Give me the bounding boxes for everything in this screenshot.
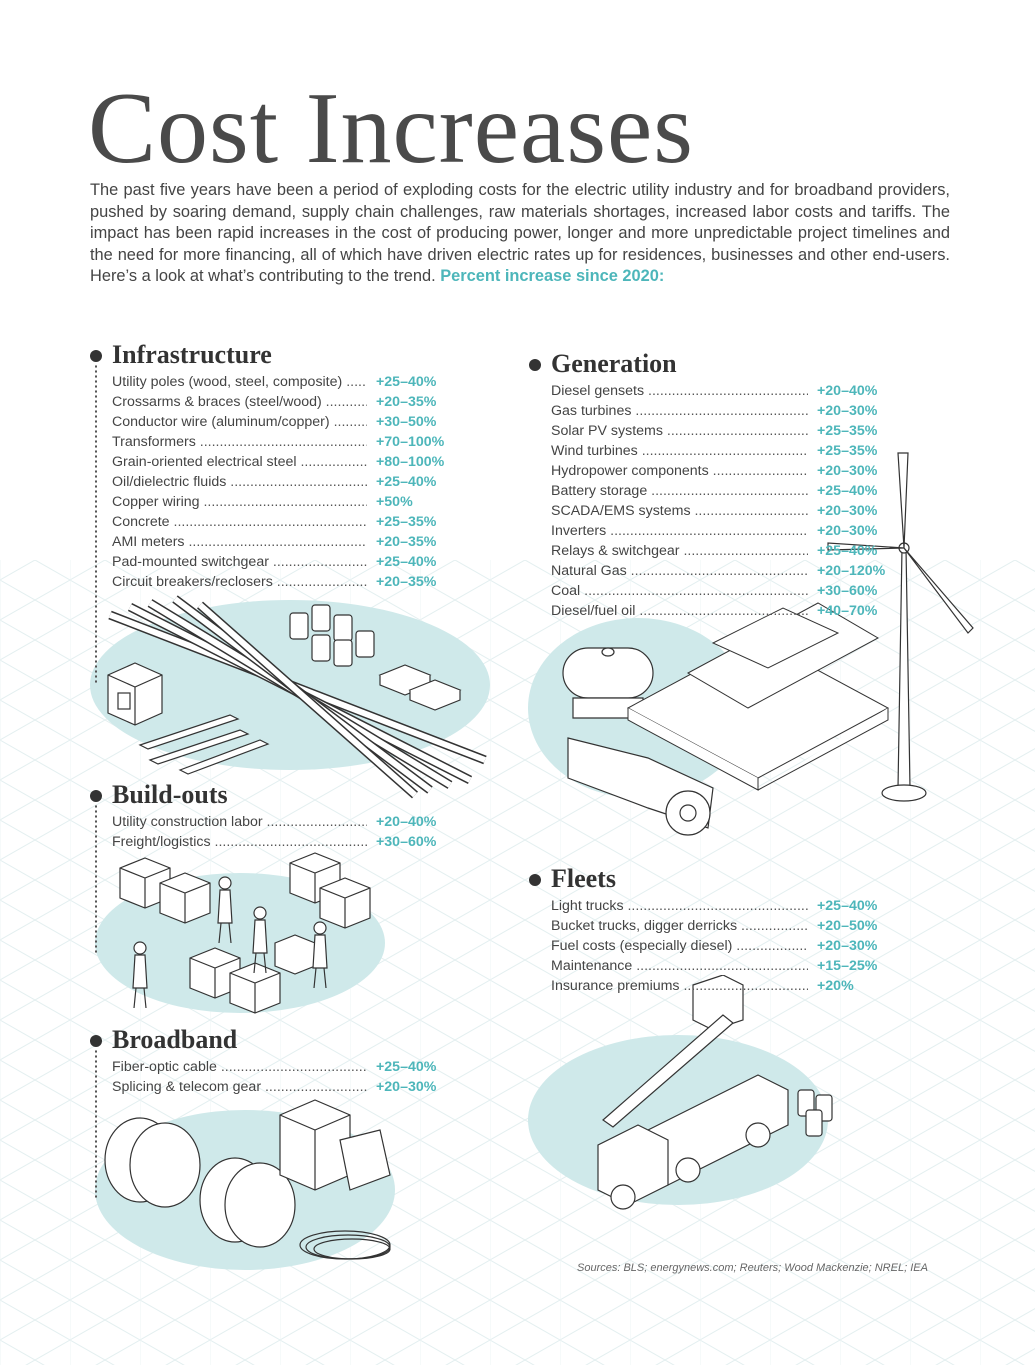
item-percent: +40–70% [817, 603, 878, 619]
item-percent: +15–25% [817, 958, 878, 974]
list-item [112, 832, 470, 852]
buildouts-section [90, 782, 470, 852]
list-item [551, 976, 909, 996]
item-percent: +20–35% [376, 574, 437, 590]
list-item [112, 812, 470, 832]
transformer-box-icon [108, 663, 162, 725]
item-percent: +25–35% [376, 514, 437, 530]
list-item [551, 481, 909, 501]
list-item [551, 896, 909, 916]
sources-note: Sources: BLS; energynews.com; Reuters; Wood Mackenzie; NREL; IEA [577, 1262, 928, 1274]
bullet-dot [90, 1035, 102, 1047]
item-percent: +20–30% [817, 523, 878, 539]
bullet-dot [529, 359, 541, 371]
item-label: Grain-oriented electrical steel ..... [112, 452, 367, 472]
item-label: Copper wiring ..... [112, 492, 367, 512]
section-title-infrastructure: Infrastructure [112, 340, 272, 369]
buildouts-illustration [90, 848, 390, 1023]
item-label: Inverters ..... [551, 521, 808, 541]
item-percent: +20–30% [817, 938, 878, 954]
buildouts-list [112, 812, 470, 852]
item-label: Crossarms & braces (steel/wood) ..... [112, 392, 367, 412]
list-item [112, 1077, 470, 1097]
item-label: Diesel gensets ..... [551, 381, 808, 401]
broadband-list [112, 1057, 470, 1097]
list-item [112, 472, 470, 492]
broadband-illustration [90, 1095, 410, 1280]
item-percent: +25–40% [376, 554, 437, 570]
item-percent: +50% [376, 494, 413, 510]
item-label: Concrete ..... [112, 512, 367, 532]
fleets-illustration [528, 975, 848, 1210]
section-title-buildouts: Build-outs [112, 780, 228, 809]
bullet-dot [529, 874, 541, 886]
item-label: Transformers ..... [112, 432, 367, 452]
item-percent: +20–30% [817, 463, 878, 479]
generation-section [529, 351, 909, 621]
item-label: Circuit breakers/reclosers ..... [112, 572, 367, 592]
item-label: Utility poles (wood, steel, composite) ..... [112, 372, 367, 392]
item-percent: +30–60% [376, 834, 437, 850]
item-label: Splicing & telecom gear ..... [112, 1077, 367, 1097]
item-percent: +20–30% [376, 1079, 437, 1095]
item-percent: +20–120% [817, 563, 886, 579]
item-label: Diesel/fuel oil ..... [551, 601, 808, 621]
fleets-section [529, 866, 909, 996]
item-percent: +25–35% [817, 443, 878, 459]
item-label: Conductor wire (aluminum/copper) ..... [112, 412, 367, 432]
item-label: Oil/dielectric fluids ..... [112, 472, 367, 492]
list-item [551, 461, 909, 481]
item-percent: +20% [817, 978, 854, 994]
list-item [551, 936, 909, 956]
list-item [112, 492, 470, 512]
item-percent: +30–50% [376, 414, 437, 430]
intro-text: The past five years have been a period of exploding costs for the electric utility industry and for broadband providers, pushed by soaring demand, supply chain challenges, raw materials shortages, increased labor costs and tariffs. The impact has been rapid increases in the cost of producing power, longer and more unpredictable project timelines and the need for more financing, all of which have driven electric rates up for residences, businesses and other end-users. Here’s a look at what’s contributing to the trend. [90, 181, 950, 286]
item-percent: +20–35% [376, 394, 437, 410]
list-item [551, 956, 909, 976]
section-title-broadband: Broadband [112, 1025, 238, 1054]
list-item [112, 552, 470, 572]
bullet-dot [90, 350, 102, 362]
list-item [551, 916, 909, 936]
dotted-line [95, 1049, 97, 1199]
item-percent: +20–30% [817, 503, 878, 519]
intro-paragraph [90, 180, 950, 288]
item-percent: +20–40% [376, 814, 437, 830]
list-item [112, 432, 470, 452]
item-label: Light trucks ..... [551, 896, 808, 916]
section-title-fleets: Fleets [551, 864, 616, 893]
item-label: Natural Gas ..... [551, 561, 808, 581]
item-percent: +20–35% [376, 534, 437, 550]
list-item [551, 521, 909, 541]
list-item [551, 401, 909, 421]
section-title-generation: Generation [551, 349, 677, 378]
dotted-line [95, 804, 97, 954]
item-label: Maintenance ..... [551, 956, 808, 976]
generation-list [551, 381, 909, 621]
item-label: SCADA/EMS systems ..... [551, 501, 808, 521]
item-label: Solar PV systems ..... [551, 421, 808, 441]
list-item [551, 561, 909, 581]
item-percent: +25–40% [817, 483, 878, 499]
list-item [112, 532, 470, 552]
item-percent: +30–60% [817, 583, 878, 599]
list-item [112, 392, 470, 412]
list-item [112, 512, 470, 532]
equipment-box-icon [280, 1100, 390, 1190]
item-percent: +25–40% [817, 898, 878, 914]
infrastructure-section [90, 342, 470, 592]
item-percent: +20–30% [817, 403, 878, 419]
item-label: Bucket trucks, digger derricks ..... [551, 916, 808, 936]
item-label: Pad-mounted switchgear ..... [112, 552, 367, 572]
infrastructure-list [112, 372, 470, 592]
item-percent: +25–40% [376, 374, 437, 390]
item-percent: +20–50% [817, 918, 878, 934]
page-title: Cost Increases [88, 72, 694, 185]
list-item [551, 381, 909, 401]
item-label: Wind turbines ..... [551, 441, 808, 461]
item-label: Fiber-optic cable ..... [112, 1057, 367, 1077]
item-percent: +25–40% [817, 543, 878, 559]
item-label: Fuel costs (especially diesel) ..... [551, 936, 808, 956]
infrastructure-illustration [90, 595, 510, 805]
item-label: AMI meters ..... [112, 532, 367, 552]
list-item [551, 501, 909, 521]
item-percent: +25–40% [376, 1059, 437, 1075]
bullet-dot [90, 790, 102, 802]
item-label: Relays & switchgear ..... [551, 541, 808, 561]
list-item [551, 601, 909, 621]
dotted-line [95, 364, 97, 684]
list-item [112, 412, 470, 432]
item-percent: +25–40% [376, 474, 437, 490]
item-label: Coal ..... [551, 581, 808, 601]
list-item [551, 541, 909, 561]
intro-lead: Percent increase since 2020: [440, 267, 665, 286]
item-label: Hydropower components ..... [551, 461, 808, 481]
list-item [551, 581, 909, 601]
list-item [112, 372, 470, 392]
list-item [112, 1057, 470, 1077]
fleets-list [551, 896, 909, 996]
list-item [551, 441, 909, 461]
broadband-section [90, 1027, 470, 1097]
list-item [112, 452, 470, 472]
item-percent: +70–100% [376, 434, 445, 450]
list-item [112, 572, 470, 592]
item-label: Utility construction labor ..... [112, 812, 367, 832]
item-percent: +20–40% [817, 383, 878, 399]
item-label: Insurance premiums ..... [551, 976, 808, 996]
item-label: Freight/logistics ..... [112, 832, 367, 852]
list-item [551, 421, 909, 441]
item-percent: +80–100% [376, 454, 445, 470]
item-label: Battery storage ..... [551, 481, 808, 501]
item-label: Gas turbines ..... [551, 401, 808, 421]
item-percent: +25–35% [817, 423, 878, 439]
